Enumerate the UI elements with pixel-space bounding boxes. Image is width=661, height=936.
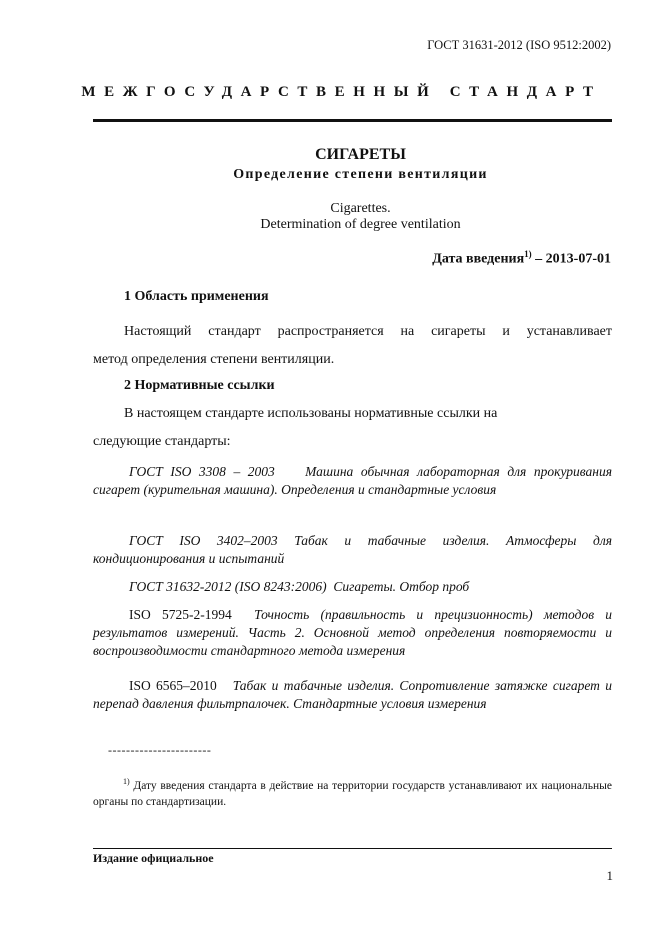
reference-item bbox=[93, 677, 612, 713]
reference-item bbox=[93, 463, 612, 499]
reference-code: ГОСТ ISO 3308 – 2003 bbox=[129, 464, 275, 479]
reference-code: ISO 5725-2-1994 bbox=[129, 607, 232, 622]
section-1-heading: 1 Область применения bbox=[124, 289, 269, 304]
section-2-heading: 2 Нормативные ссылки bbox=[124, 378, 275, 393]
page-number: 1 bbox=[606, 868, 613, 883]
section-1-text-line1: Настоящий стандарт распространяется на сигареты и устанавливает bbox=[124, 324, 612, 339]
introduction-date-label: Дата введения bbox=[432, 251, 525, 267]
document-number: ГОСТ 31631-2012 (ISO 9512:2002) bbox=[427, 38, 611, 52]
document-title: СИГАРЕТЫ bbox=[315, 146, 406, 163]
english-subtitle: Determination of degree ventilation bbox=[260, 217, 461, 232]
reference-title: Точность (правильность и прецизионность) методов и результатов измерений. Часть 2. Основной метод определения повторяемости и воспроизводимости стандартного метода измерения bbox=[93, 607, 612, 658]
reference-code: ISO 6565–2010 bbox=[129, 678, 217, 693]
reference-code: ГОСТ 31632-2012 (ISO 8243:2006) bbox=[129, 579, 327, 594]
footnote-text: Дату введения стандарта в действие на территории государств устанавливают их национальные органы по стандартизации. bbox=[93, 779, 613, 808]
english-title: Cigarettes. bbox=[330, 201, 391, 216]
reference-title: Сигареты. Отбор проб bbox=[333, 579, 470, 594]
reference-title: Табак и табачные изделия. Атмосферы для кондиционирования и испытаний bbox=[93, 533, 613, 566]
reference-item bbox=[93, 606, 612, 660]
introduction-date-value: 2013-07-01 bbox=[545, 251, 611, 267]
reference-item bbox=[93, 578, 612, 596]
section-2-intro-line2: следующие стандарты: bbox=[93, 434, 231, 449]
standard-type-heading: МЕЖГОСУДАРСТВЕННЫЙ СТАНДАРТ bbox=[81, 84, 602, 100]
reference-title: Табак и табачные изделия. Сопротивление затяжке сигарет и перепад давления фильтрпалочек. Стандартные условия измерения bbox=[93, 678, 612, 711]
footnote-mark: 1) bbox=[123, 777, 130, 786]
document-subtitle: Определение степени вентиляции bbox=[233, 167, 488, 182]
footer-divider bbox=[93, 848, 612, 849]
footnote bbox=[93, 774, 612, 810]
header-divider bbox=[93, 119, 612, 122]
introduction-date-dash: – bbox=[535, 251, 543, 267]
introduction-date bbox=[432, 249, 611, 268]
reference-item bbox=[93, 532, 612, 568]
section-1-text-line2: метод определения степени вентиляции. bbox=[93, 352, 335, 367]
section-2-intro-line1: В настоящем стандарте использованы нормативные ссылки на bbox=[124, 406, 498, 421]
reference-title: Машина обычная лабораторная для прокуривания сигарет (курительная машина). Определения и стандартные условия bbox=[93, 464, 613, 497]
footnote-separator: ----------------------- bbox=[108, 743, 212, 757]
reference-code: ГОСТ ISO 3402–2003 bbox=[129, 533, 278, 548]
edition-label: Издание официальное bbox=[93, 851, 214, 865]
footnote-ref: 1) bbox=[524, 249, 532, 259]
